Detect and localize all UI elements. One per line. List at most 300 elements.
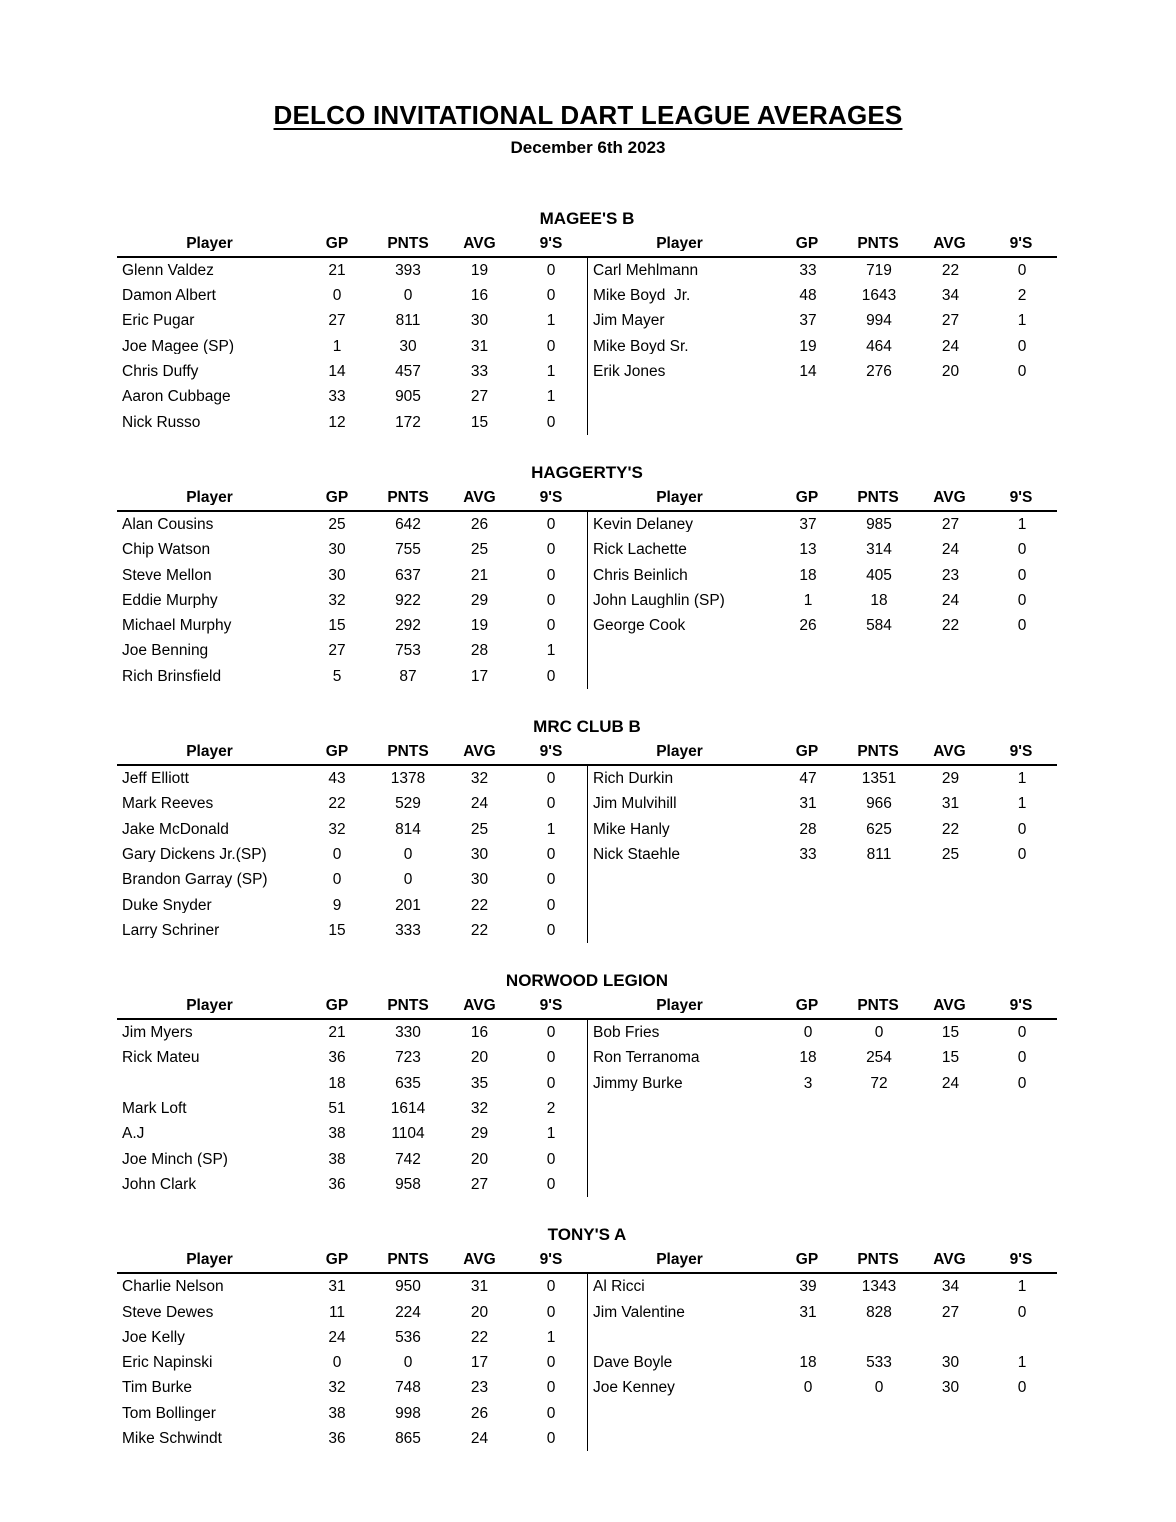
table-body-left xyxy=(117,512,587,689)
table-row xyxy=(117,1274,587,1299)
player-name-cell: Chris Duffy xyxy=(122,364,199,380)
table-header-row xyxy=(117,1247,1057,1274)
avg-cell: 30 xyxy=(941,1354,960,1372)
column-header-player: Player xyxy=(656,1252,703,1268)
gp-cell: 39 xyxy=(799,1278,817,1296)
section-title: HAGGERTY'S xyxy=(531,463,643,483)
avg-cell: 30 xyxy=(470,871,489,889)
pnts-cell: 994 xyxy=(866,312,892,330)
team-section xyxy=(117,716,1057,943)
player-name-cell: Eric Napinski xyxy=(122,1355,213,1371)
table-row xyxy=(588,258,1057,283)
avg-cell: 24 xyxy=(941,1074,960,1092)
column-header-pnts: PNTS xyxy=(857,742,899,760)
nines-cell: 0 xyxy=(546,896,556,914)
player-name-cell: Jeff Elliott xyxy=(122,771,189,787)
pnts-cell: 292 xyxy=(395,617,421,635)
table-body xyxy=(117,766,1057,943)
nines-cell: 1 xyxy=(1017,770,1027,788)
column-header-avg: AVG xyxy=(933,488,966,506)
section-title: MAGEE'S B xyxy=(539,209,635,228)
table-row xyxy=(117,283,587,308)
table-body xyxy=(117,258,1057,435)
nines-cell: 0 xyxy=(1017,337,1027,355)
table-row xyxy=(588,283,1057,308)
nines-cell: 1 xyxy=(546,312,556,330)
nines-cell: 0 xyxy=(546,795,556,813)
nines-cell: 0 xyxy=(546,1404,556,1422)
gp-cell: 36 xyxy=(328,1175,346,1193)
avg-cell: 25 xyxy=(941,845,960,863)
pnts-cell: 87 xyxy=(399,667,417,685)
table-body-right xyxy=(587,258,1057,435)
avg-cell: 21 xyxy=(470,566,489,584)
nines-cell: 0 xyxy=(546,1303,556,1321)
avg-cell: 15 xyxy=(941,1049,960,1067)
table-body-right xyxy=(587,1020,1057,1197)
table-row xyxy=(117,867,587,892)
table-header-right xyxy=(587,993,1057,1018)
nines-cell: 0 xyxy=(1017,261,1027,279)
nines-cell: 0 xyxy=(1017,617,1027,635)
pnts-cell: 719 xyxy=(866,261,892,279)
table-header-left xyxy=(117,739,587,764)
player-name-cell: Gary Dickens Jr.(SP) xyxy=(122,846,267,863)
player-name-cell: Jim Valentine xyxy=(593,1304,685,1320)
avg-cell: 19 xyxy=(470,261,489,279)
column-header-9s: 9'S xyxy=(1009,488,1033,506)
column-header-9s: 9'S xyxy=(1009,996,1033,1014)
player-name-cell: Jim Mayer xyxy=(593,313,665,329)
table-body-left xyxy=(117,766,587,943)
table-row xyxy=(588,1325,1057,1350)
pnts-cell: 0 xyxy=(403,871,413,889)
table-body xyxy=(117,1020,1057,1197)
player-name-cell: Rick Mateu xyxy=(122,1050,200,1066)
avg-cell: 27 xyxy=(470,1175,489,1193)
nines-cell: 0 xyxy=(546,591,556,609)
table-body-left xyxy=(117,1274,587,1451)
player-name-cell: Bob Fries xyxy=(593,1025,660,1041)
column-header-gp: GP xyxy=(795,996,819,1014)
nines-cell: 1 xyxy=(546,1125,556,1143)
avg-cell: 33 xyxy=(470,363,489,381)
pnts-cell: 1614 xyxy=(390,1100,426,1118)
player-name-cell: Jim Myers xyxy=(122,1025,193,1041)
player-name-cell: Brandon Garray (SP) xyxy=(122,872,268,888)
player-name-cell: John Clark xyxy=(122,1176,197,1193)
column-header-avg: AVG xyxy=(933,996,966,1014)
pnts-cell: 748 xyxy=(395,1379,421,1397)
pnts-cell: 224 xyxy=(395,1303,421,1321)
nines-cell: 0 xyxy=(546,541,556,559)
gp-cell: 48 xyxy=(799,287,817,305)
table-row xyxy=(588,766,1057,791)
table-row xyxy=(588,537,1057,562)
table-row xyxy=(117,384,587,409)
gp-cell: 31 xyxy=(328,1278,346,1296)
avg-cell: 30 xyxy=(470,845,489,863)
team-section xyxy=(117,462,1057,689)
gp-cell: 31 xyxy=(799,1303,817,1321)
nines-cell: 0 xyxy=(546,261,556,279)
nines-cell: 0 xyxy=(546,337,556,355)
nines-cell: 1 xyxy=(546,363,556,381)
pnts-cell: 201 xyxy=(395,896,421,914)
table-header-right xyxy=(587,231,1057,256)
table-row xyxy=(117,537,587,562)
player-name-cell: Joe Minch (SP) xyxy=(122,1151,228,1168)
player-name-cell: Jimmy Burke xyxy=(593,1075,683,1092)
player-name-cell: Jim Mulvihill xyxy=(593,796,677,812)
player-name-cell: Nick Russo xyxy=(122,414,201,431)
gp-cell: 32 xyxy=(328,591,346,609)
gp-cell: 18 xyxy=(799,1049,817,1067)
gp-cell: 33 xyxy=(799,261,817,279)
gp-cell: 25 xyxy=(328,515,346,533)
avg-cell: 24 xyxy=(941,541,960,559)
column-header-gp: GP xyxy=(325,996,349,1014)
pnts-cell: 172 xyxy=(395,413,421,431)
table-row xyxy=(588,309,1057,334)
avg-cell: 20 xyxy=(470,1049,489,1067)
column-header-gp: GP xyxy=(325,1251,349,1269)
nines-cell: 0 xyxy=(546,1150,556,1168)
gp-cell: 26 xyxy=(799,617,817,635)
column-header-player: Player xyxy=(656,997,703,1014)
player-name-cell: Steve Mellon xyxy=(122,567,212,584)
table-header-right xyxy=(587,1247,1057,1272)
pnts-cell: 0 xyxy=(403,287,413,305)
nines-cell: 1 xyxy=(1017,312,1027,330)
pnts-cell: 755 xyxy=(395,541,421,559)
avg-cell: 35 xyxy=(470,1074,489,1092)
nines-cell: 1 xyxy=(1017,795,1027,813)
column-header-avg: AVG xyxy=(463,234,496,252)
player-name-cell: Duke Snyder xyxy=(122,897,212,914)
avg-cell: 23 xyxy=(470,1379,489,1397)
avg-cell: 25 xyxy=(470,820,489,838)
nines-cell: 0 xyxy=(546,566,556,584)
table-row xyxy=(588,1046,1057,1071)
pnts-cell: 529 xyxy=(395,795,421,813)
gp-cell: 38 xyxy=(328,1404,346,1422)
avg-cell: 29 xyxy=(941,770,960,788)
nines-cell: 0 xyxy=(546,1429,556,1447)
gp-cell: 21 xyxy=(328,261,346,279)
table-row xyxy=(117,918,587,943)
gp-cell: 28 xyxy=(799,820,817,838)
gp-cell: 30 xyxy=(328,566,346,584)
table-row xyxy=(588,1300,1057,1325)
avg-cell: 24 xyxy=(470,795,489,813)
gp-cell: 3 xyxy=(803,1074,813,1092)
player-name-cell: Carl Mehlmann xyxy=(593,262,699,279)
pnts-cell: 254 xyxy=(866,1049,892,1067)
gp-cell: 15 xyxy=(328,617,346,635)
avg-cell: 30 xyxy=(470,312,489,330)
gp-cell: 22 xyxy=(328,795,346,813)
player-name-cell: Jake McDonald xyxy=(122,821,229,838)
pnts-cell: 828 xyxy=(866,1303,892,1321)
nines-cell: 0 xyxy=(546,413,556,431)
column-header-pnts: PNTS xyxy=(387,1251,429,1269)
table-header-left xyxy=(117,993,587,1018)
player-name-cell: Steve Dewes xyxy=(122,1304,214,1320)
column-header-pnts: PNTS xyxy=(387,996,429,1014)
table-header-row xyxy=(117,993,1057,1020)
pnts-cell: 637 xyxy=(395,566,421,584)
gp-cell: 47 xyxy=(799,770,817,788)
page-title xyxy=(0,0,1176,131)
nines-cell: 1 xyxy=(1017,1278,1027,1296)
table-row xyxy=(588,791,1057,816)
section-title: MRC CLUB B xyxy=(533,717,641,737)
gp-cell: 11 xyxy=(328,1303,346,1321)
table-body-left xyxy=(117,1020,587,1197)
document-date: December 6th 2023 xyxy=(510,138,666,157)
column-header-9s: 9'S xyxy=(539,234,563,252)
avg-cell: 22 xyxy=(470,1328,489,1346)
table-row xyxy=(117,512,587,537)
nines-cell: 1 xyxy=(546,642,556,660)
nines-cell: 0 xyxy=(546,770,556,788)
gp-cell: 13 xyxy=(799,541,817,559)
pnts-cell: 0 xyxy=(874,1379,884,1397)
avg-cell: 23 xyxy=(941,566,960,584)
player-name-cell: Mike Schwindt xyxy=(122,1430,222,1447)
pnts-cell: 998 xyxy=(395,1404,421,1422)
avg-cell: 22 xyxy=(941,617,960,635)
avg-cell: 31 xyxy=(470,1278,489,1296)
gp-cell: 0 xyxy=(332,871,342,889)
gp-cell: 14 xyxy=(799,363,817,381)
nines-cell: 0 xyxy=(546,1074,556,1092)
pnts-cell: 753 xyxy=(395,642,421,660)
nines-cell: 1 xyxy=(546,1328,556,1346)
player-name-cell: Mike Hanly xyxy=(593,821,670,838)
column-header-player: Player xyxy=(186,489,233,506)
player-name-cell: Rich Durkin xyxy=(593,771,674,787)
nines-cell: 0 xyxy=(546,921,556,939)
column-header-player: Player xyxy=(656,235,703,252)
table-row xyxy=(117,639,587,664)
section-title: TONY'S A xyxy=(547,1225,627,1245)
table-row xyxy=(117,1020,587,1045)
pnts-cell: 966 xyxy=(866,795,892,813)
table-row xyxy=(117,791,587,816)
gp-cell: 19 xyxy=(799,337,817,355)
nines-cell: 0 xyxy=(546,667,556,685)
pnts-cell: 584 xyxy=(866,617,892,635)
player-name-cell: Ron Terranoma xyxy=(593,1050,700,1066)
player-name-cell: John Laughlin (SP) xyxy=(593,592,725,609)
team-section xyxy=(117,1224,1057,1451)
table-header-right xyxy=(587,485,1057,510)
gp-cell: 37 xyxy=(799,312,817,330)
table-row xyxy=(588,613,1057,638)
table-body xyxy=(117,1274,1057,1451)
pnts-cell: 865 xyxy=(395,1429,421,1447)
nines-cell: 0 xyxy=(546,1278,556,1296)
avg-cell: 27 xyxy=(941,1303,960,1321)
nines-cell: 0 xyxy=(546,1175,556,1193)
gp-cell: 0 xyxy=(803,1379,813,1397)
avg-cell: 17 xyxy=(470,1354,489,1372)
pnts-cell: 0 xyxy=(403,845,413,863)
column-header-avg: AVG xyxy=(933,234,966,252)
player-name-cell: A.J xyxy=(122,1126,145,1142)
table-row xyxy=(588,1350,1057,1375)
nines-cell: 1 xyxy=(546,388,556,406)
player-name-cell: Joe Kenney xyxy=(593,1380,675,1396)
pnts-cell: 723 xyxy=(395,1049,421,1067)
table-header-row xyxy=(117,739,1057,766)
pnts-cell: 330 xyxy=(395,1024,421,1042)
nines-cell: 0 xyxy=(1017,1303,1027,1321)
gp-cell: 14 xyxy=(328,363,346,381)
column-header-avg: AVG xyxy=(463,742,496,760)
nines-cell: 0 xyxy=(546,1354,556,1372)
table-row xyxy=(588,817,1057,842)
avg-cell: 22 xyxy=(941,261,960,279)
avg-cell: 34 xyxy=(941,1278,960,1296)
nines-cell: 0 xyxy=(1017,591,1027,609)
avg-cell: 27 xyxy=(941,312,960,330)
player-name-cell: Dave Boyle xyxy=(593,1355,673,1371)
column-header-player: Player xyxy=(186,1252,233,1268)
pnts-cell: 922 xyxy=(395,591,421,609)
gp-cell: 0 xyxy=(332,287,342,305)
table-row xyxy=(117,563,587,588)
team-section xyxy=(117,208,1057,435)
nines-cell: 0 xyxy=(546,845,556,863)
nines-cell: 0 xyxy=(546,871,556,889)
gp-cell: 33 xyxy=(799,845,817,863)
column-header-9s: 9'S xyxy=(1009,742,1033,760)
table-header-row xyxy=(117,231,1057,258)
table-body-right xyxy=(587,512,1057,689)
table-header-left xyxy=(117,1247,587,1272)
table-row xyxy=(117,1350,587,1375)
column-header-player: Player xyxy=(186,997,233,1014)
table-row xyxy=(117,1376,587,1401)
player-name-cell: Mark Loft xyxy=(122,1101,187,1117)
avg-cell: 29 xyxy=(470,591,489,609)
avg-cell: 20 xyxy=(470,1303,489,1321)
avg-cell: 32 xyxy=(470,770,489,788)
nines-cell: 0 xyxy=(1017,541,1027,559)
table-header-right xyxy=(587,739,1057,764)
player-name-cell: Mike Boyd Jr. xyxy=(593,288,691,304)
column-header-9s: 9'S xyxy=(539,488,563,506)
player-name-cell: Mike Boyd Sr. xyxy=(593,338,689,355)
avg-cell: 27 xyxy=(941,515,960,533)
gp-cell: 27 xyxy=(328,642,346,660)
table-header-left xyxy=(117,231,587,256)
column-header-pnts: PNTS xyxy=(857,996,899,1014)
avg-cell: 16 xyxy=(470,1024,489,1042)
pnts-cell: 950 xyxy=(395,1278,421,1296)
table-row xyxy=(117,1121,587,1146)
pnts-cell: 457 xyxy=(395,363,421,381)
column-header-9s: 9'S xyxy=(539,996,563,1014)
table-row xyxy=(117,766,587,791)
column-header-avg: AVG xyxy=(463,996,496,1014)
gp-cell: 0 xyxy=(332,1354,342,1372)
pnts-cell: 533 xyxy=(866,1354,892,1372)
avg-cell: 20 xyxy=(470,1150,489,1168)
gp-cell: 36 xyxy=(328,1429,346,1447)
column-header-9s: 9'S xyxy=(1009,1251,1033,1269)
gp-cell: 32 xyxy=(328,1379,346,1397)
pnts-cell: 985 xyxy=(866,515,892,533)
table-row xyxy=(117,1325,587,1350)
pnts-cell: 0 xyxy=(874,1024,884,1042)
avg-cell: 15 xyxy=(470,413,489,431)
gp-cell: 18 xyxy=(799,566,817,584)
gp-cell: 1 xyxy=(332,337,342,355)
table-row xyxy=(117,258,587,283)
column-header-9s: 9'S xyxy=(539,742,563,760)
nines-cell: 0 xyxy=(1017,363,1027,381)
pnts-cell: 72 xyxy=(870,1074,888,1092)
gp-cell: 43 xyxy=(328,770,346,788)
table-body xyxy=(117,512,1057,689)
pnts-cell: 1104 xyxy=(391,1125,425,1143)
avg-cell: 26 xyxy=(470,1404,489,1422)
avg-cell: 27 xyxy=(470,388,489,406)
table-row xyxy=(117,1401,587,1426)
nines-cell: 0 xyxy=(546,617,556,635)
avg-cell: 34 xyxy=(941,287,960,305)
player-name-cell: Nick Staehle xyxy=(593,846,681,863)
nines-cell: 0 xyxy=(546,287,556,305)
column-header-pnts: PNTS xyxy=(387,488,429,506)
avg-cell: 22 xyxy=(470,921,489,939)
table-row xyxy=(117,309,587,334)
player-name-cell: Charlie Nelson xyxy=(122,1279,224,1295)
gp-cell: 27 xyxy=(328,312,346,330)
gp-cell: 21 xyxy=(328,1024,346,1042)
column-header-gp: GP xyxy=(325,742,349,760)
column-header-avg: AVG xyxy=(933,1251,966,1269)
avg-cell: 24 xyxy=(941,591,960,609)
nines-cell: 2 xyxy=(546,1100,556,1118)
avg-cell: 20 xyxy=(941,363,960,381)
table-row xyxy=(117,817,587,842)
player-name-cell: George Cook xyxy=(593,618,686,634)
section-title: NORWOOD LEGION xyxy=(505,971,669,991)
player-name-cell: Rick Lachette xyxy=(593,542,687,558)
gp-cell: 31 xyxy=(799,795,817,813)
table-header-left xyxy=(117,485,587,510)
table-row xyxy=(117,1172,587,1197)
pnts-cell: 905 xyxy=(395,388,421,406)
player-name-cell: Al Ricci xyxy=(593,1279,645,1295)
nines-cell: 0 xyxy=(1017,1074,1027,1092)
column-header-9s: 9'S xyxy=(539,1251,563,1269)
table-row xyxy=(117,893,587,918)
column-header-avg: AVG xyxy=(463,1251,496,1269)
column-header-player: Player xyxy=(186,235,233,252)
player-name-cell: Eddie Murphy xyxy=(122,592,218,609)
table-row xyxy=(117,359,587,384)
nines-cell: 0 xyxy=(546,515,556,533)
page-title-text: DELCO INVITATIONAL DART LEAGUE AVERAGES xyxy=(273,100,903,130)
team-section xyxy=(117,970,1057,1197)
pnts-cell: 811 xyxy=(395,312,421,330)
